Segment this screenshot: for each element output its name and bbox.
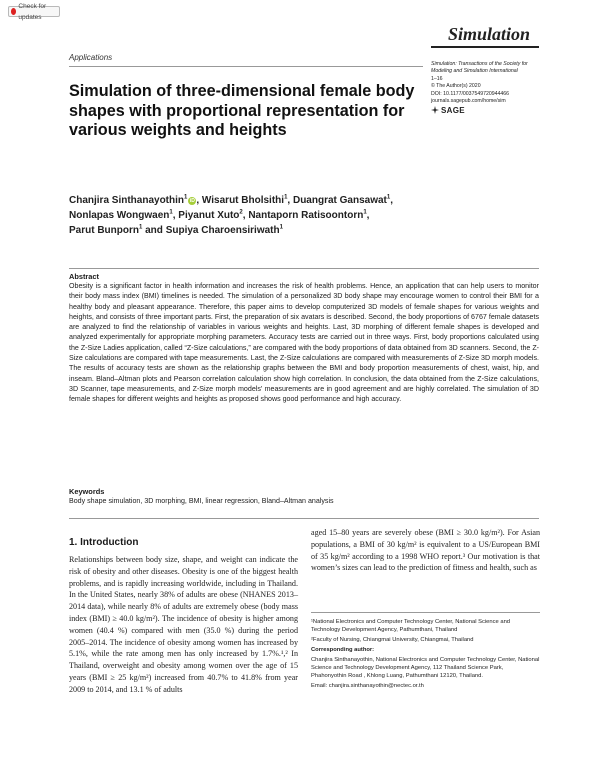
keywords-divider [69, 518, 539, 519]
affiliation-mark: 1 [386, 194, 391, 201]
abstract-heading: Abstract [69, 272, 99, 281]
check-badge-label: Check for updates [18, 2, 47, 21]
footnotes [311, 618, 540, 692]
check-for-updates-badge[interactable] [8, 2, 60, 21]
affiliation-2: ²Faculty of Nursing, Chiangmai University, Chiangmai, Thailand [311, 637, 474, 643]
keywords-heading: Keywords [69, 487, 105, 496]
author-list: Chanjira Sinthanayothin$^1$iD , Wisarut Bholsithi$^1$, Duangrat Gansawat$^1$, Nonlapas Wongwaen$^1$, Piyanut Xuto$^2$, Nantaporn Ratisoontorn$^1$, Parut Bunporn$^1$ and Supiya Charoensiriwath$^1$ [69, 194, 394, 236]
affiliation-mark: 1 [279, 224, 283, 231]
doi[interactable]: DOI: 10.1177/0037549720944466 [431, 90, 510, 97]
author-name[interactable]: Nantaporn Ratisoontorn [248, 210, 364, 221]
footnote-divider [311, 612, 540, 613]
corresponding-author-heading: Corresponding author: [311, 647, 375, 653]
paper-title: Simulation of three-dimensional female body shapes with proportional representation for various weights and heights [69, 82, 415, 140]
publisher-logo [431, 106, 549, 114]
author-name[interactable]: Duangrat Gansawat [292, 195, 387, 206]
affiliation-mark: 1 [139, 224, 143, 231]
author-name[interactable]: Supiya Charoensiriwath [165, 225, 280, 236]
check-updates-icon [11, 8, 16, 15]
author-name[interactable]: Chanjira Sinthanayothin [69, 195, 185, 206]
section-label: Applications [69, 53, 113, 62]
sage-star-icon [431, 106, 439, 114]
affiliation-mark: 1 [363, 209, 367, 216]
corresponding-author-email[interactable]: Email: chanjira.sinthanayothin@nectec.or.th [311, 683, 424, 689]
page-range: 1–16 [431, 75, 443, 82]
journal-url[interactable]: journals.sagepub.com/home/sim [431, 98, 506, 105]
introduction-right-column: aged 15–80 years are severely obese (BMI ≥ 30.0 kg/m²). For Asian populations, a BMI of 30 kg/m² is equivalent to a US/European BMI of 35 kg/m² according to a 1998 WHO report.³ Our motivation is that women’s sizes can lead to the prediction of fitness and health, such as [311, 528, 540, 573]
introduction-heading: 1. Introduction [69, 537, 139, 548]
abstract-divider [69, 268, 539, 269]
copyright: © The Author(s) 2020 [431, 83, 481, 90]
corresponding-author-address: Chanjira Sinthanayothin, National Electronics and Computer Technology Center, National Science and Technology Development Agency, 112 Thailand Science Park, Phahonyothin Road , Khlong Luang, Pathumthani 12120, Thailand. [311, 657, 540, 679]
orcid-icon[interactable]: iD [189, 198, 195, 204]
affiliation-mark: 2 [239, 209, 243, 216]
affiliation-mark: 1 [169, 209, 173, 216]
author-name[interactable]: Wisarut Bholsithi [201, 195, 285, 206]
journal-full-name-2: Modeling and Simulation International [431, 68, 518, 75]
abstract-body: Obesity is a significant factor in health information and increases the risk of health problems. Hence, an application that can help users to monitor their body mass index (BMI) timelines is needed. The simulation of a personalized 3D body shape may encourage women to control their BMI for a healthy body and pleasant appearance. Therefore, this paper aims to develop computerized 3D models of female shapes for various weights and heights, and consists of three important parts. First, the preparation of six avatars is described. Second, the body proportions of 6767 female datasets are analyzed to find the relationship of variables in various weights and heights. Last, 3D morphing of different female shapes is developed and analyzed experimentally for appropriate morphing parameters. Accuracy tests are carried out in three ways. First, body proportions calculated using the Z-Size Ladies application, called “Z-Size calculations,” are compared with the body proportions of data obtained from 3D scanners. Second, the Z-Size calculations are compared with tape measurements. Last, the Z-Size calculations are compared with measurements of Z-Size 3D morph models. The results of accuracy tests are shown as the relationship graphs between the BMI and body proportion measurements of chest, waist, hip, and inseam. Bland–Altman plots and Pearson correlation calculation show high correlation. In conclusion, the data obtained from the Z-Size calculations, 3D Scanner, tape measurements, and Z-Size morph models’ measurements are in good agreement and are highly correlated. The simulation of 3D female shapes for different weights and heights as proposed shows good performance and high accuracy. [69, 282, 540, 404]
affiliation-mark: 1 [284, 194, 288, 201]
author-name[interactable]: Parut Bunporn [69, 225, 139, 236]
publisher-name: SAGE [441, 105, 465, 115]
authors-conjunction: and [145, 225, 163, 236]
journal-metadata [431, 61, 549, 114]
author-name[interactable]: Piyanut Xuto [178, 210, 240, 221]
affiliation-1: ¹National Electronics and Computer Technology Center, National Science and Technology Development Agency, Pathumthani, Thailand [311, 619, 511, 633]
journal-logo-rule [431, 46, 539, 48]
affiliation-mark: 1 [184, 194, 188, 201]
keywords-list: Body shape simulation, 3D morphing, BMI, linear regression, Bland–Altman analysis [69, 497, 334, 505]
introduction-left-column: Relationships between body size, shape, and weight can indicate the risk of obesity and other diseases. Obesity is one of the biggest health problems, and is rapidly increasing worldwide, including in Thailand. In the United States, nearly 38% of adults are obese (NHANES 2013–2014 data), while nearly 8% of adults are extremely obese (body mass index (BMI) ≥ 40.0 kg/m²). The incidence of obesity is higher among women (40.4 %) compared with men (35.0 %) during the period 2005–2014. The incidence of obesity among women has increased by 5.1%, while the rate among men has only increased by 1.7%.¹,² In Thailand, overweight and obesity among women over the age of 15 years (BMI ≥ 25 kg/m²) increased from 40.7% to 41.8% from year 2009 to 2014, and 13.1 % of adults [69, 555, 298, 694]
author-name[interactable]: Nonlapas Wongwaen [69, 210, 170, 221]
section-divider [69, 66, 423, 67]
journal-logo: Simulation [447, 24, 530, 44]
journal-full-name: Simulation: Transactions of the Society for [431, 61, 528, 67]
